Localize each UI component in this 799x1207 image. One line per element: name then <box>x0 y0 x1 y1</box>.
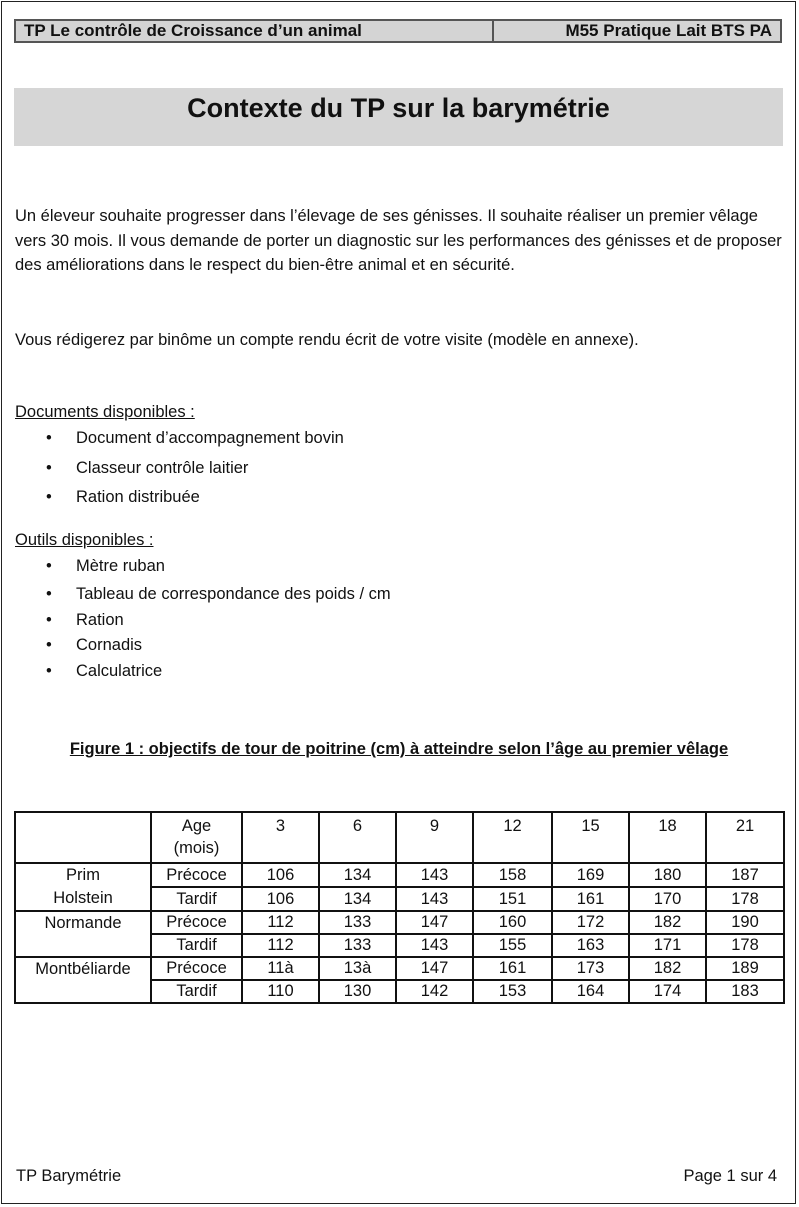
list-item: • Tableau de correspondance des poids / cm <box>2 585 391 611</box>
table-cell: 11à <box>242 957 319 980</box>
age-header-label: Age <box>181 817 212 835</box>
table-cell: 147 <box>396 911 473 934</box>
list-item: • Document d’accompagnement bovin <box>2 429 344 459</box>
table-cell: 173 <box>552 957 629 980</box>
table-cell: 155 <box>473 934 552 957</box>
table-cell: 182 <box>629 911 706 934</box>
table-cell: 174 <box>629 980 706 1003</box>
documents-list <box>2 429 344 517</box>
report-instruction: Vous rédigerez par binôme un compte rendu écrit de votre visite (modèle en annexe). <box>15 331 639 349</box>
list-item: • Ration distribuée <box>2 488 344 517</box>
list-item: • Mètre ruban <box>2 557 391 585</box>
chest-girth-table <box>14 811 785 1004</box>
table-row <box>15 911 784 934</box>
table-cell: 143 <box>396 887 473 911</box>
table-cell: 133 <box>319 911 396 934</box>
table-cell: 134 <box>319 863 396 887</box>
table-cell: 170 <box>629 887 706 911</box>
footer-page-number: Page 1 sur 4 <box>683 1167 777 1185</box>
type-cell: Tardif <box>151 980 242 1003</box>
age-header <box>151 812 242 863</box>
list-item: • Cornadis <box>2 636 391 662</box>
table-cell: 130 <box>319 980 396 1003</box>
table-cell: 147 <box>396 957 473 980</box>
table-cell: 182 <box>629 957 706 980</box>
age-column-header: 12 <box>473 812 552 863</box>
breed-name: Normande <box>44 914 122 932</box>
age-column-header: 18 <box>629 812 706 863</box>
type-cell: Précoce <box>151 863 242 887</box>
table-cell: 171 <box>629 934 706 957</box>
table-row <box>15 863 784 887</box>
age-column-header: 3 <box>242 812 319 863</box>
document-page <box>1 1 796 1204</box>
table-cell: 160 <box>473 911 552 934</box>
table-cell: 189 <box>706 957 784 980</box>
age-header-unit: (mois) <box>173 839 220 857</box>
type-cell: Précoce <box>151 957 242 980</box>
breed-name: Holstein <box>53 889 113 907</box>
table-cell: 143 <box>396 863 473 887</box>
breed-cell-montbeliarde <box>15 957 151 1003</box>
type-cell: Précoce <box>151 911 242 934</box>
table-cell: 13à <box>319 957 396 980</box>
table-cell: 134 <box>319 887 396 911</box>
table-cell: 163 <box>552 934 629 957</box>
list-item: • Classeur contrôle laitier <box>2 459 344 488</box>
documents-heading: Documents disponibles : <box>15 403 195 421</box>
breed-name: Prim <box>66 866 100 884</box>
table-cell: 151 <box>473 887 552 911</box>
breed-name: Montbéliarde <box>35 960 131 978</box>
table-cell: 164 <box>552 980 629 1003</box>
list-item: • Ration <box>2 611 391 636</box>
table-cell: 143 <box>396 934 473 957</box>
tools-heading: Outils disponibles : <box>15 531 154 549</box>
table-cell: 183 <box>706 980 784 1003</box>
table-cell: 178 <box>706 934 784 957</box>
table-cell: 172 <box>552 911 629 934</box>
breed-cell-prim-holstein <box>15 863 151 911</box>
header-course-title: TP Le contrôle de Croissance d’un animal <box>16 21 494 41</box>
table-cell: 153 <box>473 980 552 1003</box>
table-cell: 180 <box>629 863 706 887</box>
table-cell: 169 <box>552 863 629 887</box>
intro-paragraph: Un éleveur souhaite progresser dans l’élevage de ses génisses. Il souhaite réaliser un premier vêlage vers 30 mois. Il vous demande de porter un diagnostic sur les performances des génisses et de proposer des améliorations dans le respect du bien-être animal et en sécurité. <box>15 207 782 274</box>
table-cell: 158 <box>473 863 552 887</box>
table-cell: 178 <box>706 887 784 911</box>
page-title: Contexte du TP sur la barymétrie <box>14 88 783 146</box>
list-item: • Calculatrice <box>2 662 391 688</box>
table-cell: 142 <box>396 980 473 1003</box>
table-header-row <box>15 812 784 863</box>
age-column-header: 9 <box>396 812 473 863</box>
type-cell: Tardif <box>151 887 242 911</box>
tools-list <box>2 557 391 688</box>
table-cell: 190 <box>706 911 784 934</box>
header-bar <box>14 19 782 43</box>
table-cell: 112 <box>242 934 319 957</box>
table-cell: 187 <box>706 863 784 887</box>
table-cell: 106 <box>242 863 319 887</box>
age-column-header: 21 <box>706 812 784 863</box>
table-cell: 112 <box>242 911 319 934</box>
table-corner-cell <box>15 812 151 863</box>
age-column-header: 15 <box>552 812 629 863</box>
table-cell: 106 <box>242 887 319 911</box>
header-module: M55 Pratique Lait BTS PA <box>565 21 772 40</box>
breed-cell-normande <box>15 911 151 957</box>
table-row <box>15 957 784 980</box>
table-cell: 161 <box>552 887 629 911</box>
table-cell: 161 <box>473 957 552 980</box>
table-cell: 110 <box>242 980 319 1003</box>
footer-document-name: TP Barymétrie <box>16 1167 122 1185</box>
figure-caption: Figure 1 : objectifs de tour de poitrine (cm) à atteindre selon l’âge au premier vêlage <box>69 740 729 758</box>
type-cell: Tardif <box>151 934 242 957</box>
age-column-header: 6 <box>319 812 396 863</box>
table-cell: 133 <box>319 934 396 957</box>
